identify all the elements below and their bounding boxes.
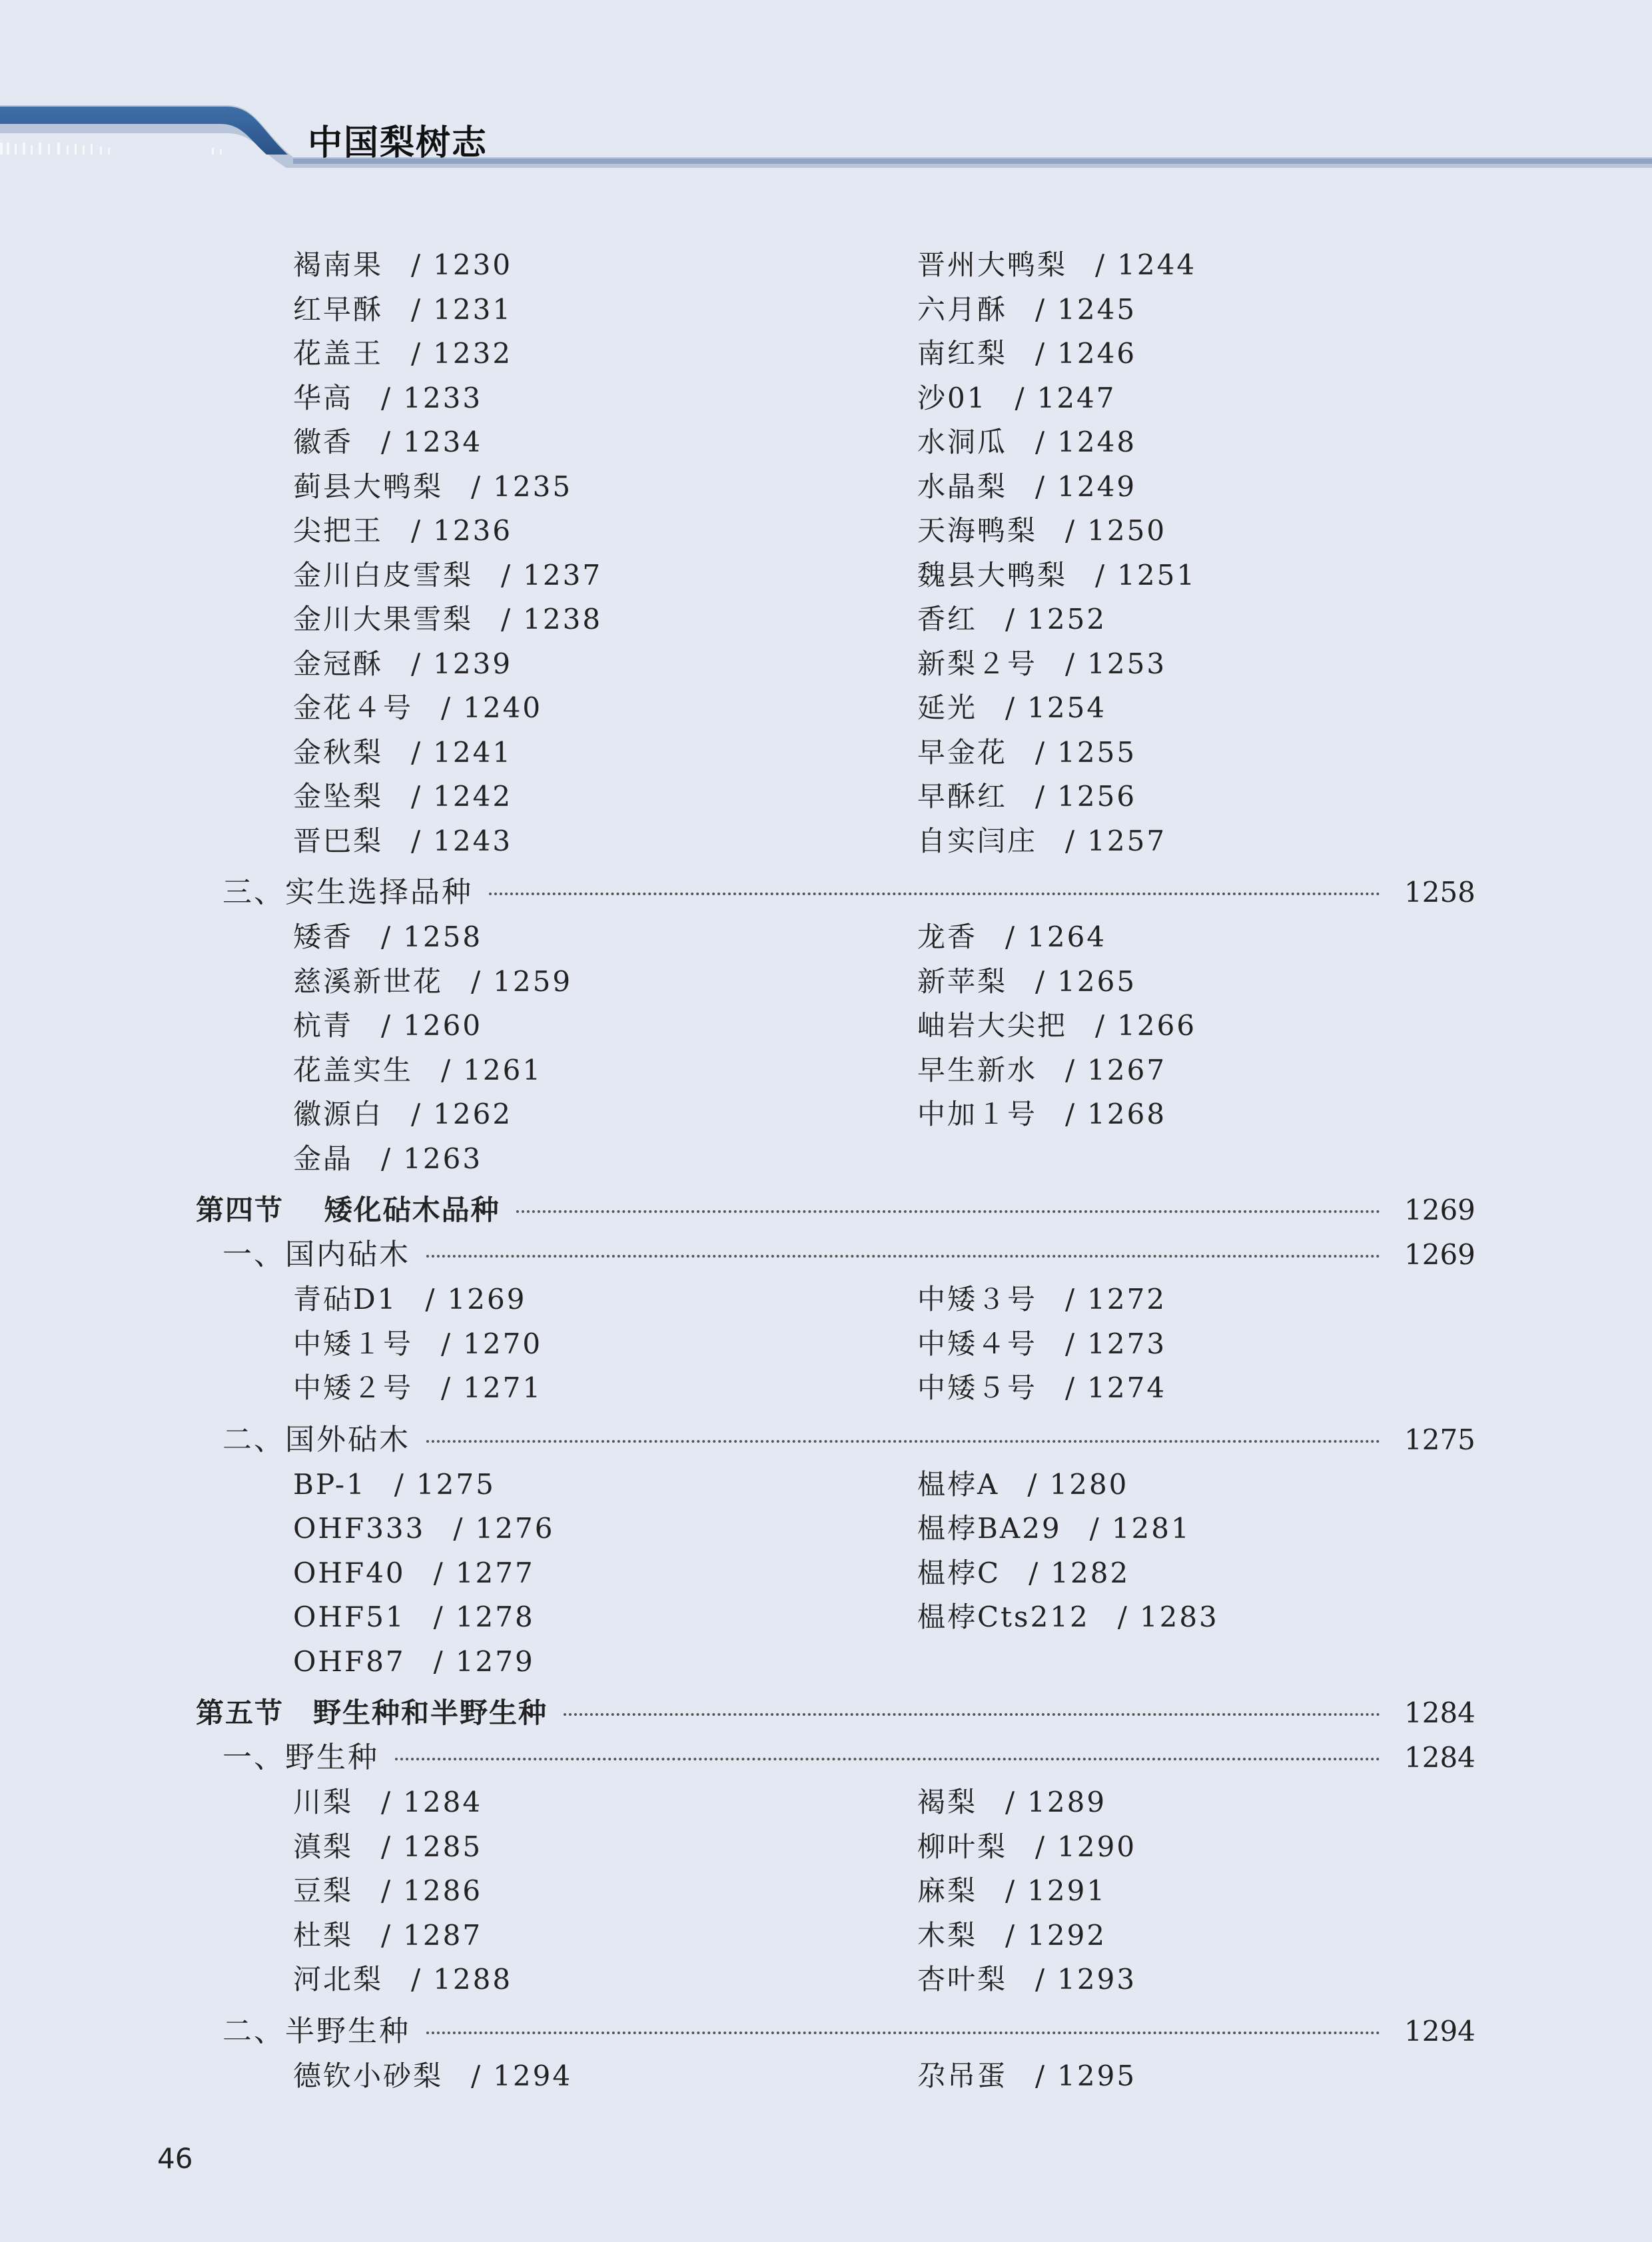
toc-subsection-line bbox=[0, 1420, 1652, 1460]
toc-entry bbox=[293, 963, 572, 1000]
toc-entry bbox=[917, 1052, 1166, 1089]
entry-page: 1285 bbox=[403, 1830, 483, 1863]
toc-entry bbox=[917, 557, 1196, 594]
entry-name: 榅桲A bbox=[917, 1467, 1000, 1501]
entry-name: 金川白皮雪梨 bbox=[293, 558, 474, 591]
toc-page-number: 1284 bbox=[1404, 1696, 1475, 1729]
toc-entry bbox=[917, 335, 1136, 372]
entry-name: 木梨 bbox=[917, 1918, 978, 1952]
entry-name: 榅桲C bbox=[917, 1556, 1001, 1589]
separator-slash: / bbox=[1065, 514, 1077, 547]
entry-page: 1271 bbox=[463, 1371, 543, 1404]
entry-name: 杏叶梨 bbox=[917, 1963, 1008, 1996]
entry-page: 1240 bbox=[463, 691, 543, 724]
toc-entry bbox=[917, 919, 1106, 956]
entry-name: 金花４号 bbox=[293, 691, 414, 724]
entry-page: 1288 bbox=[433, 1963, 513, 1996]
separator-slash: / bbox=[1005, 921, 1017, 953]
separator-slash: / bbox=[1029, 1556, 1040, 1589]
toc-entry bbox=[293, 1281, 526, 1318]
separator-slash: / bbox=[381, 1830, 393, 1863]
section-title: 第四节 矮化砧木品种 bbox=[196, 1194, 500, 1226]
toc-entry bbox=[293, 1140, 482, 1178]
entry-name: 金晶 bbox=[293, 1142, 354, 1175]
entry-page: 1278 bbox=[455, 1601, 535, 1633]
entry-page: 1272 bbox=[1087, 1283, 1167, 1315]
separator-slash: / bbox=[1035, 470, 1047, 503]
separator-slash: / bbox=[1005, 1786, 1017, 1818]
toc-entry bbox=[293, 380, 482, 417]
entry-name: 柳叶梨 bbox=[917, 1830, 1008, 1863]
separator-slash: / bbox=[1065, 1283, 1077, 1315]
entry-page: 1231 bbox=[433, 292, 513, 326]
entry-name: 川梨 bbox=[293, 1786, 354, 1818]
separator-slash: / bbox=[381, 921, 393, 953]
entry-name: 金川大果雪梨 bbox=[293, 603, 474, 635]
entry-page: 1264 bbox=[1027, 921, 1107, 953]
entry-page: 1248 bbox=[1057, 426, 1137, 458]
entry-name: 中加１号 bbox=[917, 1098, 1038, 1130]
entry-name: 魏县大鸭梨 bbox=[917, 558, 1068, 591]
separator-slash: / bbox=[471, 2059, 483, 2092]
toc-entry bbox=[917, 823, 1166, 860]
toc-page-number: 1269 bbox=[1404, 1238, 1475, 1271]
separator-slash: / bbox=[425, 1283, 437, 1315]
separator-slash: / bbox=[1095, 558, 1107, 591]
toc-entry bbox=[917, 1599, 1219, 1636]
toc-entry bbox=[293, 645, 512, 683]
entry-page: 1291 bbox=[1027, 1874, 1107, 1907]
separator-slash: / bbox=[411, 292, 423, 326]
toc-entry bbox=[917, 512, 1166, 550]
entry-name: 褐南果 bbox=[293, 248, 384, 281]
toc-entry bbox=[917, 1281, 1166, 1318]
entry-name: 六月酥 bbox=[917, 292, 1008, 326]
entry-page: 1294 bbox=[493, 2059, 573, 2092]
separator-slash: / bbox=[411, 735, 423, 769]
entry-name: 慈溪新世花 bbox=[293, 964, 444, 998]
separator-slash: / bbox=[441, 1371, 453, 1404]
entry-page: 1276 bbox=[475, 1512, 555, 1545]
entry-page: 1250 bbox=[1087, 514, 1167, 547]
toc-entry bbox=[917, 1872, 1106, 1910]
entry-name: 花盖实生 bbox=[293, 1053, 414, 1086]
separator-slash: / bbox=[381, 1142, 393, 1175]
entry-name: 新梨２号 bbox=[917, 647, 1038, 680]
entry-page: 1245 bbox=[1057, 292, 1137, 326]
toc-page-number: 1275 bbox=[1404, 1423, 1475, 1456]
entry-page: 1236 bbox=[433, 514, 513, 547]
entry-page: 1230 bbox=[433, 248, 513, 281]
entry-name: 水洞瓜 bbox=[917, 426, 1008, 458]
entry-page: 1263 bbox=[403, 1142, 483, 1175]
entry-name: 沙01 bbox=[917, 381, 987, 414]
subsection-title: 三、实生选择品种 bbox=[222, 875, 473, 909]
toc-entry bbox=[293, 778, 512, 815]
separator-slash: / bbox=[1035, 1830, 1047, 1863]
entry-page: 1243 bbox=[433, 824, 513, 857]
entry-page: 1270 bbox=[463, 1327, 543, 1360]
separator-slash: / bbox=[441, 1327, 453, 1360]
dot-leader bbox=[426, 1440, 1380, 1443]
toc-entry bbox=[293, 919, 482, 956]
entry-page: 1269 bbox=[447, 1283, 527, 1315]
entry-name: OHF87 bbox=[293, 1645, 406, 1678]
toc-entry bbox=[293, 335, 512, 372]
separator-slash: / bbox=[1027, 1467, 1039, 1501]
toc-entry bbox=[293, 1052, 542, 1089]
entry-page: 1262 bbox=[433, 1098, 513, 1130]
separator-slash: / bbox=[1035, 964, 1047, 998]
separator-slash: / bbox=[1005, 1918, 1017, 1952]
toc-entry bbox=[293, 1872, 482, 1910]
separator-slash: / bbox=[1065, 1327, 1077, 1360]
toc-page-number: 1284 bbox=[1404, 1741, 1475, 1774]
toc-entry bbox=[917, 1555, 1130, 1592]
entry-page: 1242 bbox=[433, 780, 513, 813]
entry-page: 1252 bbox=[1027, 603, 1107, 635]
toc-entry bbox=[293, 1599, 535, 1636]
entry-name: 杭青 bbox=[293, 1009, 354, 1042]
separator-slash: / bbox=[411, 1963, 423, 1996]
toc-entry bbox=[293, 1917, 482, 1954]
separator-slash: / bbox=[411, 514, 423, 547]
subsection-title: 二、国外砧木 bbox=[222, 1422, 410, 1457]
entry-name: 德钦小砂梨 bbox=[293, 2059, 444, 2092]
toc-subsection-line bbox=[0, 2012, 1652, 2052]
toc-entry bbox=[917, 963, 1136, 1000]
separator-slash: / bbox=[1065, 1053, 1077, 1086]
separator-slash: / bbox=[411, 337, 423, 370]
toc-entry bbox=[917, 1784, 1106, 1821]
entry-page: 1254 bbox=[1027, 691, 1107, 724]
toc-page-number: 1258 bbox=[1404, 876, 1475, 909]
toc-section-line bbox=[0, 1693, 1652, 1733]
entry-page: 1235 bbox=[493, 470, 573, 503]
separator-slash: / bbox=[501, 603, 513, 635]
separator-slash: / bbox=[441, 1053, 453, 1086]
separator-slash: / bbox=[1065, 824, 1077, 857]
entry-name: 尕吊蛋 bbox=[917, 2059, 1008, 2092]
entry-page: 1281 bbox=[1111, 1512, 1191, 1545]
entry-name: 豆梨 bbox=[293, 1874, 354, 1907]
entry-page: 1273 bbox=[1087, 1327, 1167, 1360]
subsection-title: 二、半野生种 bbox=[222, 2014, 410, 2048]
separator-slash: / bbox=[433, 1645, 445, 1678]
separator-slash: / bbox=[1035, 735, 1047, 769]
entry-name: 岫岩大尖把 bbox=[917, 1009, 1068, 1042]
separator-slash: / bbox=[1035, 2059, 1047, 2092]
entry-page: 1232 bbox=[433, 337, 513, 370]
entry-page: 1241 bbox=[433, 735, 513, 769]
entry-name: 早金花 bbox=[917, 735, 1008, 769]
separator-slash: / bbox=[1005, 1874, 1017, 1907]
separator-slash: / bbox=[1065, 1098, 1077, 1130]
entry-page: 1283 bbox=[1139, 1601, 1219, 1633]
dot-leader bbox=[395, 1758, 1380, 1760]
entry-page: 1237 bbox=[523, 558, 603, 591]
toc-entry bbox=[917, 468, 1136, 506]
entry-name: 早生新水 bbox=[917, 1053, 1038, 1086]
separator-slash: / bbox=[381, 1786, 393, 1818]
separator-slash: / bbox=[381, 426, 393, 458]
toc-entry bbox=[917, 1369, 1166, 1407]
toc-entry bbox=[293, 1369, 542, 1407]
toc-entry bbox=[293, 512, 512, 550]
entry-page: 1255 bbox=[1057, 735, 1137, 769]
toc-entry bbox=[293, 1961, 512, 1998]
separator-slash: / bbox=[381, 1918, 393, 1952]
toc-entry bbox=[293, 1510, 554, 1547]
toc-subsection-line bbox=[0, 1235, 1652, 1275]
entry-name: 滇梨 bbox=[293, 1830, 354, 1863]
toc-entry bbox=[917, 1828, 1136, 1866]
separator-slash: / bbox=[1035, 426, 1047, 458]
separator-slash: / bbox=[1089, 1512, 1101, 1545]
separator-slash: / bbox=[1035, 1963, 1047, 1996]
entry-name: 中矮２号 bbox=[293, 1371, 414, 1404]
toc-entry bbox=[917, 1961, 1136, 1998]
entry-page: 1275 bbox=[416, 1467, 496, 1501]
entry-name: 麻梨 bbox=[917, 1874, 978, 1907]
toc-page-number: 1294 bbox=[1404, 2014, 1475, 2048]
entry-page: 1238 bbox=[523, 603, 603, 635]
entry-name: 晋巴梨 bbox=[293, 824, 384, 857]
toc-page-number: 1269 bbox=[1404, 1194, 1475, 1226]
toc-entry bbox=[293, 1784, 482, 1821]
toc-entry bbox=[293, 1325, 542, 1363]
entry-page: 1274 bbox=[1087, 1371, 1167, 1404]
separator-slash: / bbox=[381, 1874, 393, 1907]
toc-entry bbox=[917, 2057, 1136, 2095]
header-decoration bbox=[0, 0, 1652, 173]
entry-page: 1277 bbox=[455, 1556, 535, 1589]
entry-name: 徽源白 bbox=[293, 1098, 384, 1130]
toc-entry bbox=[293, 468, 572, 506]
toc-entry bbox=[917, 380, 1116, 417]
toc-entry bbox=[293, 1007, 482, 1044]
entry-page: 1259 bbox=[493, 964, 573, 998]
book-title: 中国梨树志 bbox=[308, 123, 488, 163]
toc-entry bbox=[917, 1510, 1191, 1547]
toc-entry bbox=[293, 601, 602, 638]
separator-slash: / bbox=[1005, 691, 1017, 724]
page-number: 46 bbox=[157, 2142, 193, 2175]
toc-entry bbox=[293, 823, 512, 860]
separator-slash: / bbox=[411, 248, 423, 281]
toc-entry bbox=[293, 1555, 535, 1592]
entry-name: 榅桲BA29 bbox=[917, 1512, 1062, 1545]
toc-entry bbox=[293, 734, 512, 771]
separator-slash: / bbox=[1015, 381, 1027, 414]
separator-slash: / bbox=[1095, 248, 1107, 281]
toc-subsection-line bbox=[0, 873, 1652, 913]
toc-entry bbox=[917, 734, 1136, 771]
separator-slash: / bbox=[1117, 1601, 1129, 1633]
toc-entry bbox=[293, 291, 512, 328]
separator-slash: / bbox=[471, 964, 483, 998]
toc-entry bbox=[293, 1466, 496, 1503]
entry-page: 1290 bbox=[1057, 1830, 1137, 1863]
entry-page: 1293 bbox=[1057, 1963, 1137, 1996]
separator-slash: / bbox=[433, 1601, 445, 1633]
toc-entry bbox=[293, 2057, 572, 2095]
toc-entry bbox=[917, 601, 1106, 638]
toc-entry bbox=[917, 1007, 1196, 1044]
entry-page: 1286 bbox=[403, 1874, 483, 1907]
entry-name: 延光 bbox=[917, 691, 978, 724]
separator-slash: / bbox=[394, 1467, 406, 1501]
entry-name: 新苹梨 bbox=[917, 964, 1008, 998]
entry-page: 1267 bbox=[1087, 1053, 1167, 1086]
toc-entry bbox=[293, 246, 512, 284]
entry-name: 金秋梨 bbox=[293, 735, 384, 769]
toc-entry bbox=[917, 1466, 1128, 1503]
entry-page: 1261 bbox=[463, 1053, 543, 1086]
entry-name: 中矮５号 bbox=[917, 1371, 1038, 1404]
toc-entry bbox=[917, 778, 1136, 815]
entry-name: OHF40 bbox=[293, 1556, 406, 1589]
entry-page: 1289 bbox=[1027, 1786, 1107, 1818]
entry-page: 1258 bbox=[403, 921, 483, 953]
entry-name: 天海鸭梨 bbox=[917, 514, 1038, 547]
entry-name: OHF333 bbox=[293, 1512, 426, 1545]
entry-page: 1257 bbox=[1087, 824, 1167, 857]
separator-slash: / bbox=[381, 381, 393, 414]
entry-page: 1249 bbox=[1057, 470, 1137, 503]
subsection-title: 一、国内砧木 bbox=[222, 1238, 410, 1272]
entry-name: 杜梨 bbox=[293, 1918, 354, 1952]
page-header bbox=[0, 0, 1652, 173]
entry-page: 1280 bbox=[1049, 1467, 1129, 1501]
separator-slash: / bbox=[1035, 292, 1047, 326]
entry-page: 1239 bbox=[433, 647, 513, 680]
entry-name: 蓟县大鸭梨 bbox=[293, 470, 444, 503]
entry-name: 晋州大鸭梨 bbox=[917, 248, 1068, 281]
entry-page: 1292 bbox=[1027, 1918, 1107, 1952]
entry-name: 南红梨 bbox=[917, 337, 1008, 370]
separator-slash: / bbox=[411, 1098, 423, 1130]
separator-slash: / bbox=[453, 1512, 465, 1545]
toc-entry bbox=[293, 1643, 535, 1681]
entry-page: 1256 bbox=[1057, 780, 1137, 813]
entry-name: OHF51 bbox=[293, 1601, 406, 1633]
entry-page: 1265 bbox=[1057, 964, 1137, 998]
toc-entry bbox=[293, 1096, 512, 1133]
entry-page: 1253 bbox=[1087, 647, 1167, 680]
entry-page: 1251 bbox=[1117, 558, 1197, 591]
toc-entry bbox=[293, 424, 482, 461]
entry-name: 河北梨 bbox=[293, 1963, 384, 1996]
entry-page: 1266 bbox=[1117, 1009, 1197, 1042]
entry-name: 榅桲Cts212 bbox=[917, 1601, 1090, 1633]
entry-page: 1284 bbox=[403, 1786, 483, 1818]
entry-name: 徽香 bbox=[293, 426, 354, 458]
subsection-title: 一、野生种 bbox=[222, 1740, 379, 1774]
entry-page: 1233 bbox=[403, 381, 483, 414]
toc-entry bbox=[917, 1917, 1106, 1954]
separator-slash: / bbox=[1095, 1009, 1107, 1042]
entry-name: 红早酥 bbox=[293, 292, 384, 326]
entry-page: 1295 bbox=[1057, 2059, 1137, 2092]
entry-page: 1268 bbox=[1087, 1098, 1167, 1130]
entry-name: 中矮４号 bbox=[917, 1327, 1038, 1360]
entry-page: 1260 bbox=[403, 1009, 483, 1042]
entry-name: 中矮１号 bbox=[293, 1327, 414, 1360]
separator-slash: / bbox=[1005, 603, 1017, 635]
entry-name: 自实闫庄 bbox=[917, 824, 1038, 857]
separator-slash: / bbox=[381, 1009, 393, 1042]
entry-name: 龙香 bbox=[917, 921, 978, 953]
separator-slash: / bbox=[1065, 1371, 1077, 1404]
entry-name: 香红 bbox=[917, 603, 978, 635]
toc-section-line bbox=[0, 1190, 1652, 1230]
toc-entry bbox=[293, 689, 542, 727]
section-title: 第五节 野生种和半野生种 bbox=[196, 1696, 548, 1729]
entry-page: 1287 bbox=[403, 1918, 483, 1952]
toc-entry bbox=[293, 557, 602, 594]
separator-slash: / bbox=[433, 1556, 445, 1589]
entry-page: 1246 bbox=[1057, 337, 1137, 370]
entry-page: 1282 bbox=[1050, 1556, 1130, 1589]
entry-page: 1234 bbox=[403, 426, 483, 458]
entry-page: 1244 bbox=[1117, 248, 1197, 281]
entry-name: 褐梨 bbox=[917, 1786, 978, 1818]
entry-name: 矮香 bbox=[293, 921, 354, 953]
entry-name: 花盖王 bbox=[293, 337, 384, 370]
dot-leader bbox=[564, 1713, 1380, 1716]
toc-entry bbox=[293, 1828, 482, 1866]
dot-leader bbox=[489, 893, 1380, 895]
separator-slash: / bbox=[411, 824, 423, 857]
entry-page: 1247 bbox=[1036, 381, 1116, 414]
entry-name: 早酥红 bbox=[917, 780, 1008, 813]
toc-entry bbox=[917, 689, 1106, 727]
separator-slash: / bbox=[411, 780, 423, 813]
entry-name: 华高 bbox=[293, 381, 354, 414]
entry-name: 青砧D1 bbox=[293, 1283, 398, 1315]
separator-slash: / bbox=[1035, 337, 1047, 370]
toc-subsection-line bbox=[0, 1738, 1652, 1778]
separator-slash: / bbox=[1065, 647, 1077, 680]
entry-name: 中矮３号 bbox=[917, 1283, 1038, 1315]
entry-name: 尖把王 bbox=[293, 514, 384, 547]
entry-name: BP-1 bbox=[293, 1467, 366, 1501]
entry-name: 金冠酥 bbox=[293, 647, 384, 680]
separator-slash: / bbox=[441, 691, 453, 724]
separator-slash: / bbox=[1035, 780, 1047, 813]
separator-slash: / bbox=[471, 470, 483, 503]
entry-name: 金坠梨 bbox=[293, 780, 384, 813]
toc-entry bbox=[917, 424, 1136, 461]
entry-page: 1279 bbox=[455, 1645, 535, 1678]
separator-slash: / bbox=[411, 647, 423, 680]
toc-entry bbox=[917, 1325, 1166, 1363]
toc-entry bbox=[917, 246, 1196, 284]
dot-leader bbox=[426, 1255, 1380, 1258]
toc-entry bbox=[917, 1096, 1166, 1133]
toc-entry bbox=[917, 291, 1136, 328]
dot-leader bbox=[516, 1210, 1380, 1213]
dot-leader bbox=[426, 2032, 1380, 2034]
separator-slash: / bbox=[501, 558, 513, 591]
toc-entry bbox=[917, 645, 1166, 683]
entry-name: 水晶梨 bbox=[917, 470, 1008, 503]
